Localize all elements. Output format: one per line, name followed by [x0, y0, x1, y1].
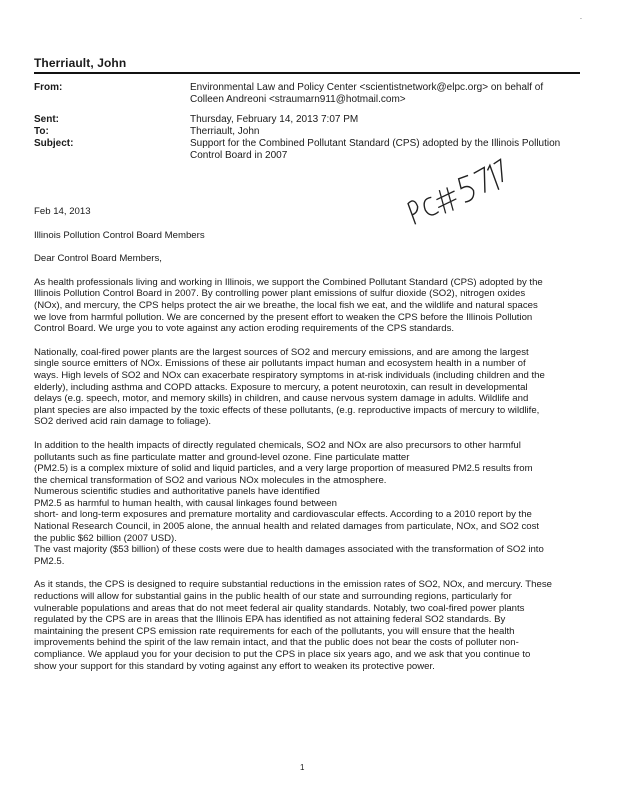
- text-line: elderly), including asthma and COPD attacks. Exposure to mercury, a potent neurotoxin, can result in developmental: [34, 381, 528, 393]
- text-line: The vast majority ($53 billion) of these costs were due to health damages associated with the transformation of SO2 into: [34, 544, 544, 556]
- text-line: single source emitters of NOx. Emissions of these air pollutants impact human and ecosystem health in a number of: [34, 358, 526, 370]
- text-line: In addition to the health impacts of directly regulated chemicals, SO2 and NOx are also precursors to other harmful: [34, 439, 521, 451]
- text-line: (PM2.5) is a complex mixture of solid and liquid particles, and a very large proportion of measured PM2.5 results from: [34, 463, 533, 475]
- subject-value: Support for the Combined Pollutant Standard (CPS) adopted by the Illinois Pollution Control Board in 2007: [190, 138, 561, 161]
- letter-recipient: Illinois Pollution Control Board Members: [34, 229, 205, 241]
- text-line: short- and long-term exposures and premature mortality and cardiovascular effects. According to a 2010 report by the: [34, 509, 532, 521]
- text-line: maintaining the present CPS emission rate requirements for each of the pollutants, you will ensure that the health: [34, 625, 515, 637]
- text-line: the chemical transformation of SO2 and various NOx molecules in the atmosphere.: [34, 474, 387, 486]
- subject-label: Subject:: [34, 138, 74, 149]
- text-line: we love from harmful pollution. We are concerned by the present effort to weaken the CPS before the Illinois Pollution: [34, 311, 533, 323]
- text-line: As health professionals living and working in Illinois, we support the Combined Pollutant Standard (CPS) adopted by the: [34, 276, 543, 288]
- page-number: 1: [300, 763, 305, 772]
- from-value: Environmental Law and Policy Center <scientistnetwork@elpc.org> on behalf of Colleen Andreoni <straumarn911@hotmail.com>: [190, 82, 544, 105]
- sent-label: Sent:: [34, 114, 59, 125]
- text-line: Numerous scientific studies and authoritative panels have identified: [34, 486, 320, 498]
- text-line: National Research Council, in 2005 alone, the annual health and related damages from particulate, NOx, and SO2 cost: [34, 521, 540, 533]
- paragraph-2: [34, 347, 584, 428]
- sender-name: Therriault, John: [34, 56, 127, 70]
- text-line: delays (e.g. speech, motor, and memory skills) in children, and cause nervous system damage in adults. Wildlife and: [34, 393, 529, 405]
- letter-body: [34, 206, 584, 684]
- from-label: From:: [34, 82, 63, 93]
- text-line: Illinois Pollution Control Board in 2007. By controlling power plant emissions of sulfur dioxide (SO2), nitrogen oxides: [34, 288, 526, 300]
- text-line: plant species are also impacted by the toxic effects of these pollutants, (e.g. reproductive impacts of mercury to wildlife,: [34, 404, 540, 416]
- text-line: vulnerable populations and areas that do not meet federal air quality standards. Notably, two coal-fired power plants: [34, 602, 525, 614]
- text-line: compliance. We applaud you for your decision to put the CPS in place six years ago, and we ask that you continue to: [34, 649, 531, 660]
- text-line: show your support for this standard by voting against any effort to weaken its protective power.: [34, 660, 435, 672]
- text-line: the public $62 billion (2007 USD).: [34, 532, 177, 544]
- paragraph-1: [34, 277, 584, 335]
- text-line: SO2 derived acid rain damage to foliage).: [34, 416, 212, 428]
- text-line: Control Board. We urge you to vote against any action eroding requirements of the CPS standards.: [34, 323, 455, 335]
- text-line: improvements behind the spirit of the law remain intact, and that the public does not bear the costs of polluter non-: [34, 637, 519, 649]
- letter-date: Feb 14, 2013: [34, 206, 91, 217]
- corner-mark: .: [580, 14, 582, 21]
- paragraph-4: [34, 579, 584, 672]
- text-line: PM2.5 as harmful to human health, with causal linkages found between: [34, 497, 337, 509]
- text-line: ways. High levels of SO2 and NOx can exacerbate respiratory symptoms in at-risk individuals (including children and the: [34, 369, 545, 381]
- text-line: pollutants such as fine particulate matter and ground-level ozone. Fine particulate matter: [34, 451, 410, 463]
- to-label: To:: [34, 126, 49, 137]
- text-line: As it stands, the CPS is designed to require substantial reductions in the emission rates of SO2, NOx, and mercury. These: [34, 579, 552, 591]
- to-value: Therriault, John: [190, 126, 260, 137]
- text-line: regulated by the CPS are in areas that the Illinois EPA has identified as not attaining federal SO2 standards. By: [34, 614, 506, 626]
- sent-value: Thursday, February 14, 2013 7:07 PM: [190, 114, 359, 125]
- header-divider: [34, 72, 580, 74]
- letter-salutation: Dear Control Board Members,: [34, 253, 162, 265]
- paragraph-3: [34, 440, 584, 568]
- text-line: Nationally, coal-fired power plants are the largest sources of SO2 and mercury emissions, and are among the largest: [34, 346, 529, 358]
- text-line: (NOx), and mercury, the CPS helps protect the air we breathe, the local fish we eat, and the wildlife and natural spaces: [34, 299, 538, 311]
- text-line: PM2.5.: [34, 555, 65, 567]
- text-line: reductions will allow for substantial gains in the public health of our state and surrounding regions, particularly for: [34, 591, 512, 603]
